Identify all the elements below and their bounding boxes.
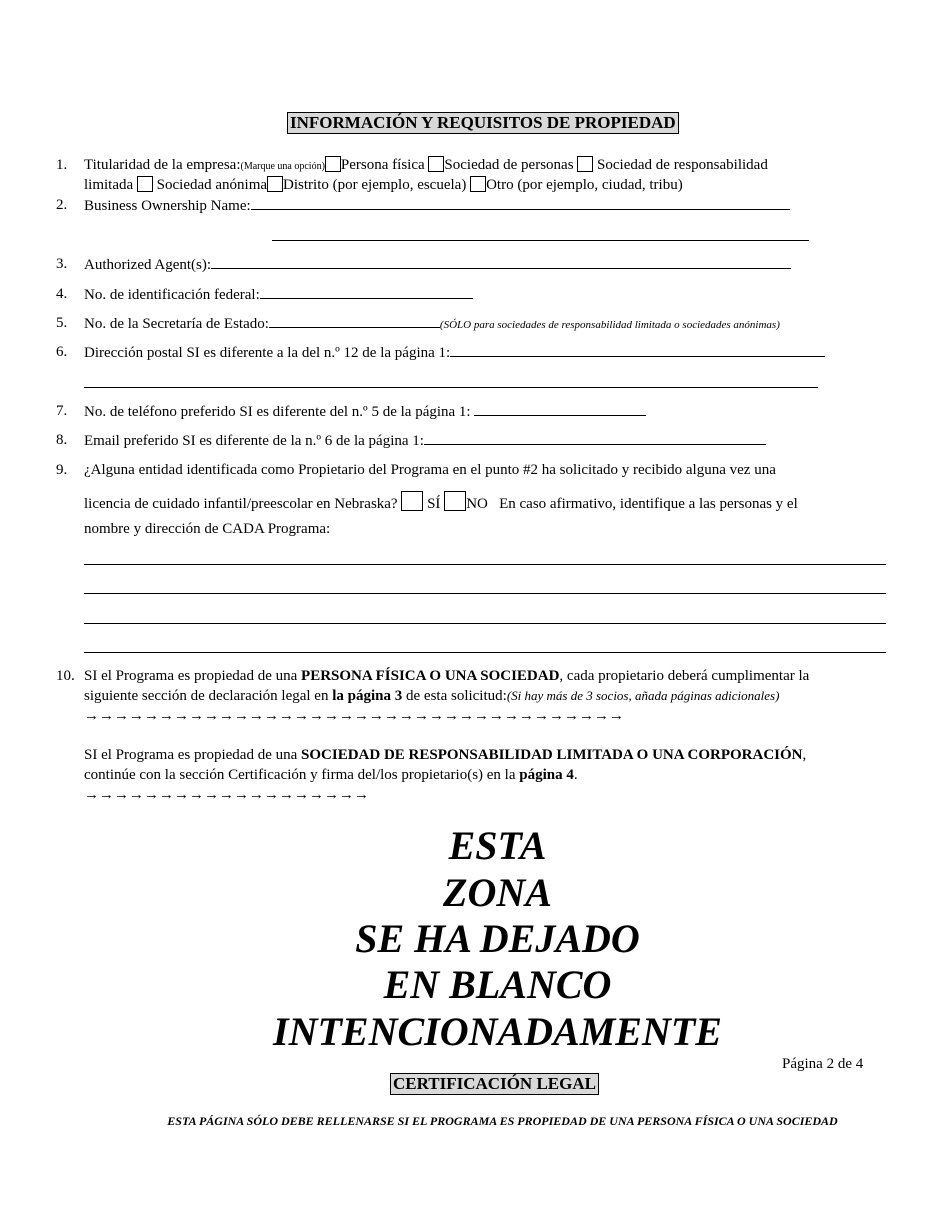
checkbox-other[interactable] bbox=[470, 176, 486, 192]
option-llc: Sociedad de responsabilidad bbox=[597, 157, 768, 173]
prior-license-row bbox=[84, 491, 798, 513]
q10-page-ref: página 4 bbox=[519, 767, 574, 783]
program-details-line[interactable] bbox=[84, 564, 886, 565]
blank-notice-line: ESTA bbox=[448, 823, 547, 868]
mailing-address-field-line2[interactable] bbox=[84, 387, 818, 388]
phone-label: No. de teléfono preferido SI es diferente del n.º 5 de la página 1: bbox=[84, 404, 471, 420]
option-individual: Persona física bbox=[340, 157, 425, 173]
llc-corporation-line2 bbox=[84, 766, 578, 784]
certification-title: CERTIFICACIÓN LEGAL bbox=[390, 1073, 599, 1095]
q10-text: SI el Programa es propiedad de una bbox=[84, 668, 302, 684]
authorized-agent-field[interactable] bbox=[211, 255, 791, 269]
individual-partnership-line1 bbox=[84, 667, 809, 685]
item-number: 7. bbox=[56, 403, 68, 419]
checkbox-corporation[interactable] bbox=[137, 176, 153, 192]
mailing-address-field[interactable] bbox=[450, 343, 825, 357]
item-number: 5. bbox=[56, 315, 68, 331]
item-number: 1. bbox=[56, 157, 68, 173]
q10-text: . bbox=[573, 767, 578, 783]
option-other: Otro (por ejemplo, ciudad, tribu) bbox=[486, 177, 683, 193]
prior-license-program-label: nombre y dirección de CADA Programa: bbox=[84, 521, 331, 537]
federal-id-field[interactable] bbox=[260, 285, 473, 299]
ownership-type-line2 bbox=[84, 176, 683, 194]
secretary-of-state-label: No. de la Secretaría de Estado: bbox=[84, 316, 269, 332]
secretary-of-state-note: (SÓLO para sociedades de responsabilidad limitada o sociedades anónimas) bbox=[439, 319, 780, 331]
item-number: 9. bbox=[56, 462, 68, 478]
q10-text: siguiente sección de declaración legal en bbox=[84, 688, 333, 704]
blank-notice-line: SE HA DEJADO bbox=[355, 916, 640, 961]
email-label: Email preferido SI es diferente de la n.º 6 de la página 1: bbox=[84, 433, 424, 449]
blank-notice-line: ZONA bbox=[443, 870, 552, 915]
item-number: 6. bbox=[56, 344, 68, 360]
q10-emphasis: PERSONA FÍSICA O UNA SOCIEDAD bbox=[301, 668, 560, 684]
certification-note: ESTA PÁGINA SÓLO DEBE RELLENARSE SI EL PROGRAMA ES PROPIEDAD DE UNA PERSONA FÍSICA O UNA SOCIEDAD bbox=[167, 1114, 838, 1128]
phone-row bbox=[84, 402, 646, 421]
business-name-row bbox=[84, 196, 790, 215]
ownership-hint: (Marque una opción) bbox=[240, 161, 325, 172]
program-details-line[interactable] bbox=[84, 652, 886, 653]
item-number: 4. bbox=[56, 286, 68, 302]
llc-corporation-line1 bbox=[84, 746, 806, 764]
item-number: 8. bbox=[56, 432, 68, 448]
secretary-of-state-field[interactable] bbox=[269, 314, 440, 328]
ownership-type-line1 bbox=[84, 156, 768, 176]
option-partnership: Sociedad de personas bbox=[444, 157, 574, 173]
checkbox-partnership[interactable] bbox=[428, 156, 444, 172]
business-name-field[interactable] bbox=[251, 196, 790, 210]
program-details-line[interactable] bbox=[84, 593, 886, 594]
checkbox-llc[interactable] bbox=[577, 156, 593, 172]
prior-license-label: licencia de cuidado infantil/preescolar en Nebraska? bbox=[84, 496, 398, 512]
q10-text: de esta solicitud: bbox=[402, 688, 507, 704]
option-no: NO bbox=[466, 496, 488, 512]
ownership-label: Titularidad de la empresa: bbox=[84, 157, 241, 173]
email-row bbox=[84, 431, 766, 450]
q10-text: continúe con la sección Certificación y firma del/los propietario(s) en la bbox=[84, 767, 520, 783]
mailing-address-label: Dirección postal SI es diferente a la del n.º 12 de la página 1: bbox=[84, 345, 451, 361]
mailing-address-row bbox=[84, 343, 825, 362]
prior-license-question: ¿Alguna entidad identificada como Propietario del Programa en el punto #2 ha solicitado y recibido alguna vez una bbox=[84, 462, 776, 478]
blank-notice-line: EN BLANCO bbox=[383, 962, 612, 1007]
business-name-field-line2[interactable] bbox=[272, 240, 809, 241]
federal-id-label: No. de identificación federal: bbox=[84, 287, 260, 303]
federal-id-row bbox=[84, 285, 473, 304]
authorized-agent-label: Authorized Agent(s): bbox=[84, 257, 212, 273]
option-district: Distrito (por ejemplo, escuela) bbox=[283, 177, 467, 193]
q10-page-ref: la página 3 bbox=[332, 688, 403, 704]
option-llc-cont: limitada bbox=[84, 177, 134, 193]
section-title: INFORMACIÓN Y REQUISITOS DE PROPIEDAD bbox=[287, 112, 679, 134]
option-yes: SÍ bbox=[427, 496, 441, 512]
q10-emphasis: SOCIEDAD DE RESPONSABILIDAD LIMITADA O UNA CORPORACIÓN bbox=[301, 747, 803, 763]
q10-text: SI el Programa es propiedad de una bbox=[84, 747, 302, 763]
item-number: 2. bbox=[56, 197, 68, 213]
checkbox-no[interactable] bbox=[444, 491, 466, 511]
authorized-agent-row bbox=[84, 255, 791, 274]
business-name-label: Business Ownership Name: bbox=[84, 198, 251, 214]
q10-text: , cada propietario deberá cumplimentar la bbox=[559, 668, 810, 684]
checkbox-individual[interactable] bbox=[325, 156, 341, 172]
page-number: Página 2 de 4 bbox=[782, 1056, 864, 1072]
item-number: 3. bbox=[56, 256, 68, 272]
q10-additional-note: (Si hay más de 3 socios, añada páginas adicionales) bbox=[506, 688, 780, 703]
q10-text: , bbox=[802, 747, 807, 763]
item-number: 10. bbox=[56, 668, 75, 684]
option-corporation: Sociedad anónima bbox=[156, 177, 268, 193]
phone-field[interactable] bbox=[474, 402, 646, 416]
checkbox-district[interactable] bbox=[267, 176, 283, 192]
program-details-line[interactable] bbox=[84, 623, 886, 624]
arrow-line: →→→→→→→→→→→→→→→→→→→ bbox=[84, 787, 369, 803]
secretary-of-state-row bbox=[84, 314, 780, 334]
arrow-line: →→→→→→→→→→→→→→→→→→→→→→→→→→→→→→→→→→→→ bbox=[84, 708, 624, 724]
blank-notice-line: INTENCIONADAMENTE bbox=[273, 1009, 722, 1054]
individual-partnership-line2 bbox=[84, 687, 779, 705]
checkbox-yes[interactable] bbox=[401, 491, 423, 511]
email-field[interactable] bbox=[424, 431, 766, 445]
prior-license-instructions: En caso afirmativo, identifique a las personas y el bbox=[499, 496, 798, 512]
